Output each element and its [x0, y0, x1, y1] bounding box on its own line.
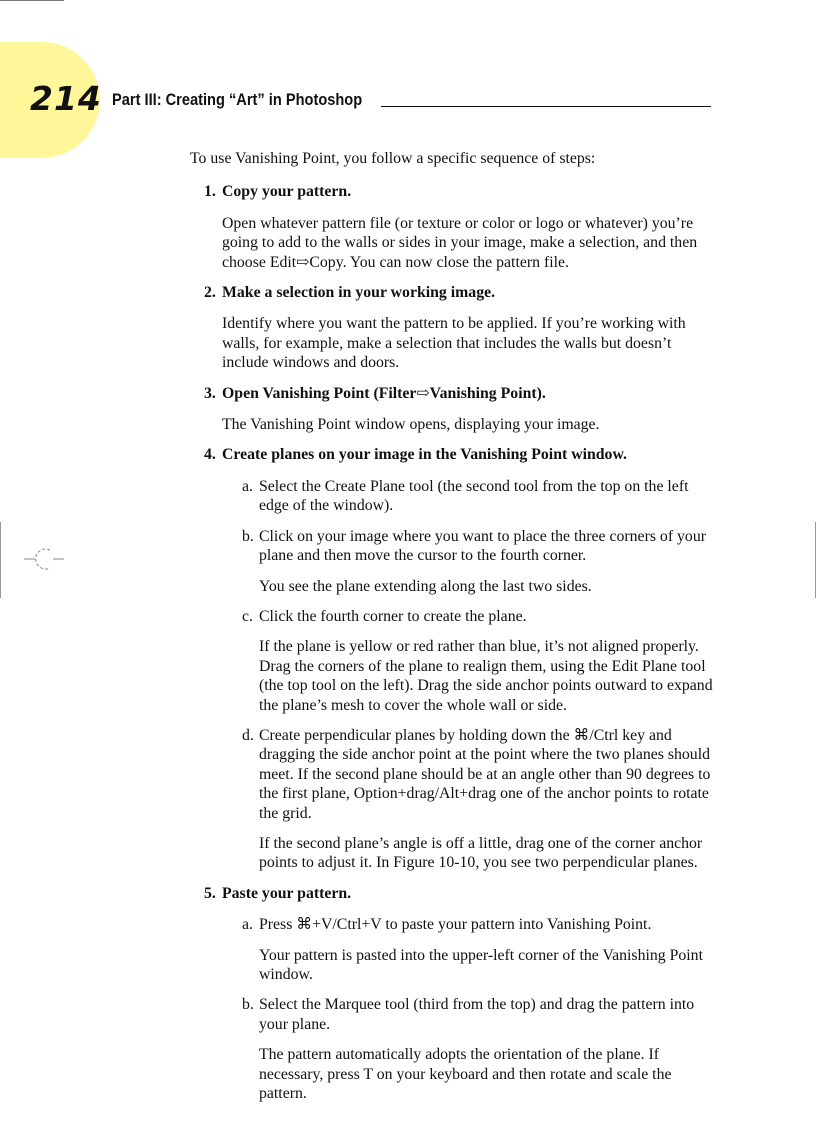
step-number: 2. [204, 284, 216, 302]
substep-4a [242, 477, 720, 516]
registration-mark-icon [24, 544, 64, 574]
substep-text: Select the Marquee tool (third from the top) and drag the pattern into your plane. [259, 996, 695, 1033]
running-header-title: Part III: Creating “Art” in Photoshop [112, 90, 363, 109]
substep-5b-note: The pattern automatically adopts the orientation of the plane. If necessary, press T on your keyboard and then rotate and scale the pattern. [259, 1046, 672, 1103]
substep-letter: d. [242, 726, 254, 744]
page-body [190, 149, 720, 1114]
step-title: Open Vanishing Point (Filter⇨Vanishing Point). [222, 384, 546, 402]
substep-letter: a. [242, 916, 253, 934]
substep-4b [242, 527, 720, 566]
substep-5a [242, 915, 720, 934]
step-5-heading [204, 884, 720, 903]
substep-letter: c. [242, 607, 253, 625]
substep-text: Create perpendicular planes by holding down the ⌘/Ctrl key and dragging the side anchor point at the point where the two planes should meet. If the second plane should be at an angle other than 90 degrees to the first plane, Option+drag/Alt+drag one of the anchor points to rotate the grid. [259, 726, 711, 822]
substep-letter: b. [242, 996, 254, 1014]
substep-text: Select the Create Plane tool (the second tool from the top on the left edge of the window). [259, 477, 689, 515]
substep-text: Click the fourth corner to create the plane. [259, 607, 527, 625]
substep-text: Click on your image where you want to place the three corners of your plane and then move the cursor to the fourth corner. [259, 527, 706, 565]
header-rule [381, 106, 711, 107]
substep-4d [242, 726, 720, 823]
step-4-heading [204, 445, 720, 464]
left-edge-mark [0, 522, 1, 598]
step-1-heading [204, 182, 720, 201]
step-number: 4. [204, 446, 216, 464]
substep-letter: b. [242, 527, 254, 545]
intro-paragraph: To use Vanishing Point, you follow a specific sequence of steps: [190, 150, 596, 167]
step-title: Paste your pattern. [222, 884, 352, 902]
substep-4c [242, 607, 720, 626]
step-number: 5. [204, 884, 216, 902]
substep-5a-note: Your pattern is pasted into the upper-left corner of the Vanishing Point window. [259, 946, 703, 983]
top-crop-rule [0, 0, 64, 1]
step-3-heading [204, 384, 720, 403]
substep-4d-note: If the second plane’s angle is off a little, drag one of the corner anchor points to adjust it. In Figure 10-10, you see two perpendicular planes. [259, 834, 703, 872]
step-number: 1. [204, 183, 216, 201]
page-number: 214 [30, 79, 102, 118]
step-title: Create planes on your image in the Vanishing Point window. [222, 446, 627, 464]
step-3-body: The Vanishing Point window opens, displaying your image. [222, 416, 600, 434]
substep-4c-note: If the plane is yellow or red rather than blue, it’s not aligned properly. Drag the corners of the plane to realign them, using the Edit Plane tool (the top tool on the left). Drag the side anchor points outward to expand the plane’s mesh to cover the whole wall or side. [259, 638, 713, 714]
substep-5b [242, 995, 720, 1034]
step-1-body: Open whatever pattern file (or texture or color or logo or whatever) you’re going to add to the walls or sides in your image, make a selection, and then choose Edit⇨Copy. You can now close the pattern file. [222, 214, 698, 271]
step-2-body: Identify where you want the pattern to be applied. If you’re working with walls, for example, make a selection that includes the walls but doesn’t include windows and doors. [222, 315, 686, 372]
step-title: Copy your pattern. [222, 183, 352, 201]
substep-text: Press ⌘+V/Ctrl+V to paste your pattern into Vanishing Point. [259, 916, 652, 934]
substep-4b-note: You see the plane extending along the last two sides. [259, 577, 592, 595]
substep-letter: a. [242, 477, 253, 495]
step-title: Make a selection in your working image. [222, 284, 496, 302]
step-2-heading [204, 283, 720, 302]
step-number: 3. [204, 384, 216, 402]
